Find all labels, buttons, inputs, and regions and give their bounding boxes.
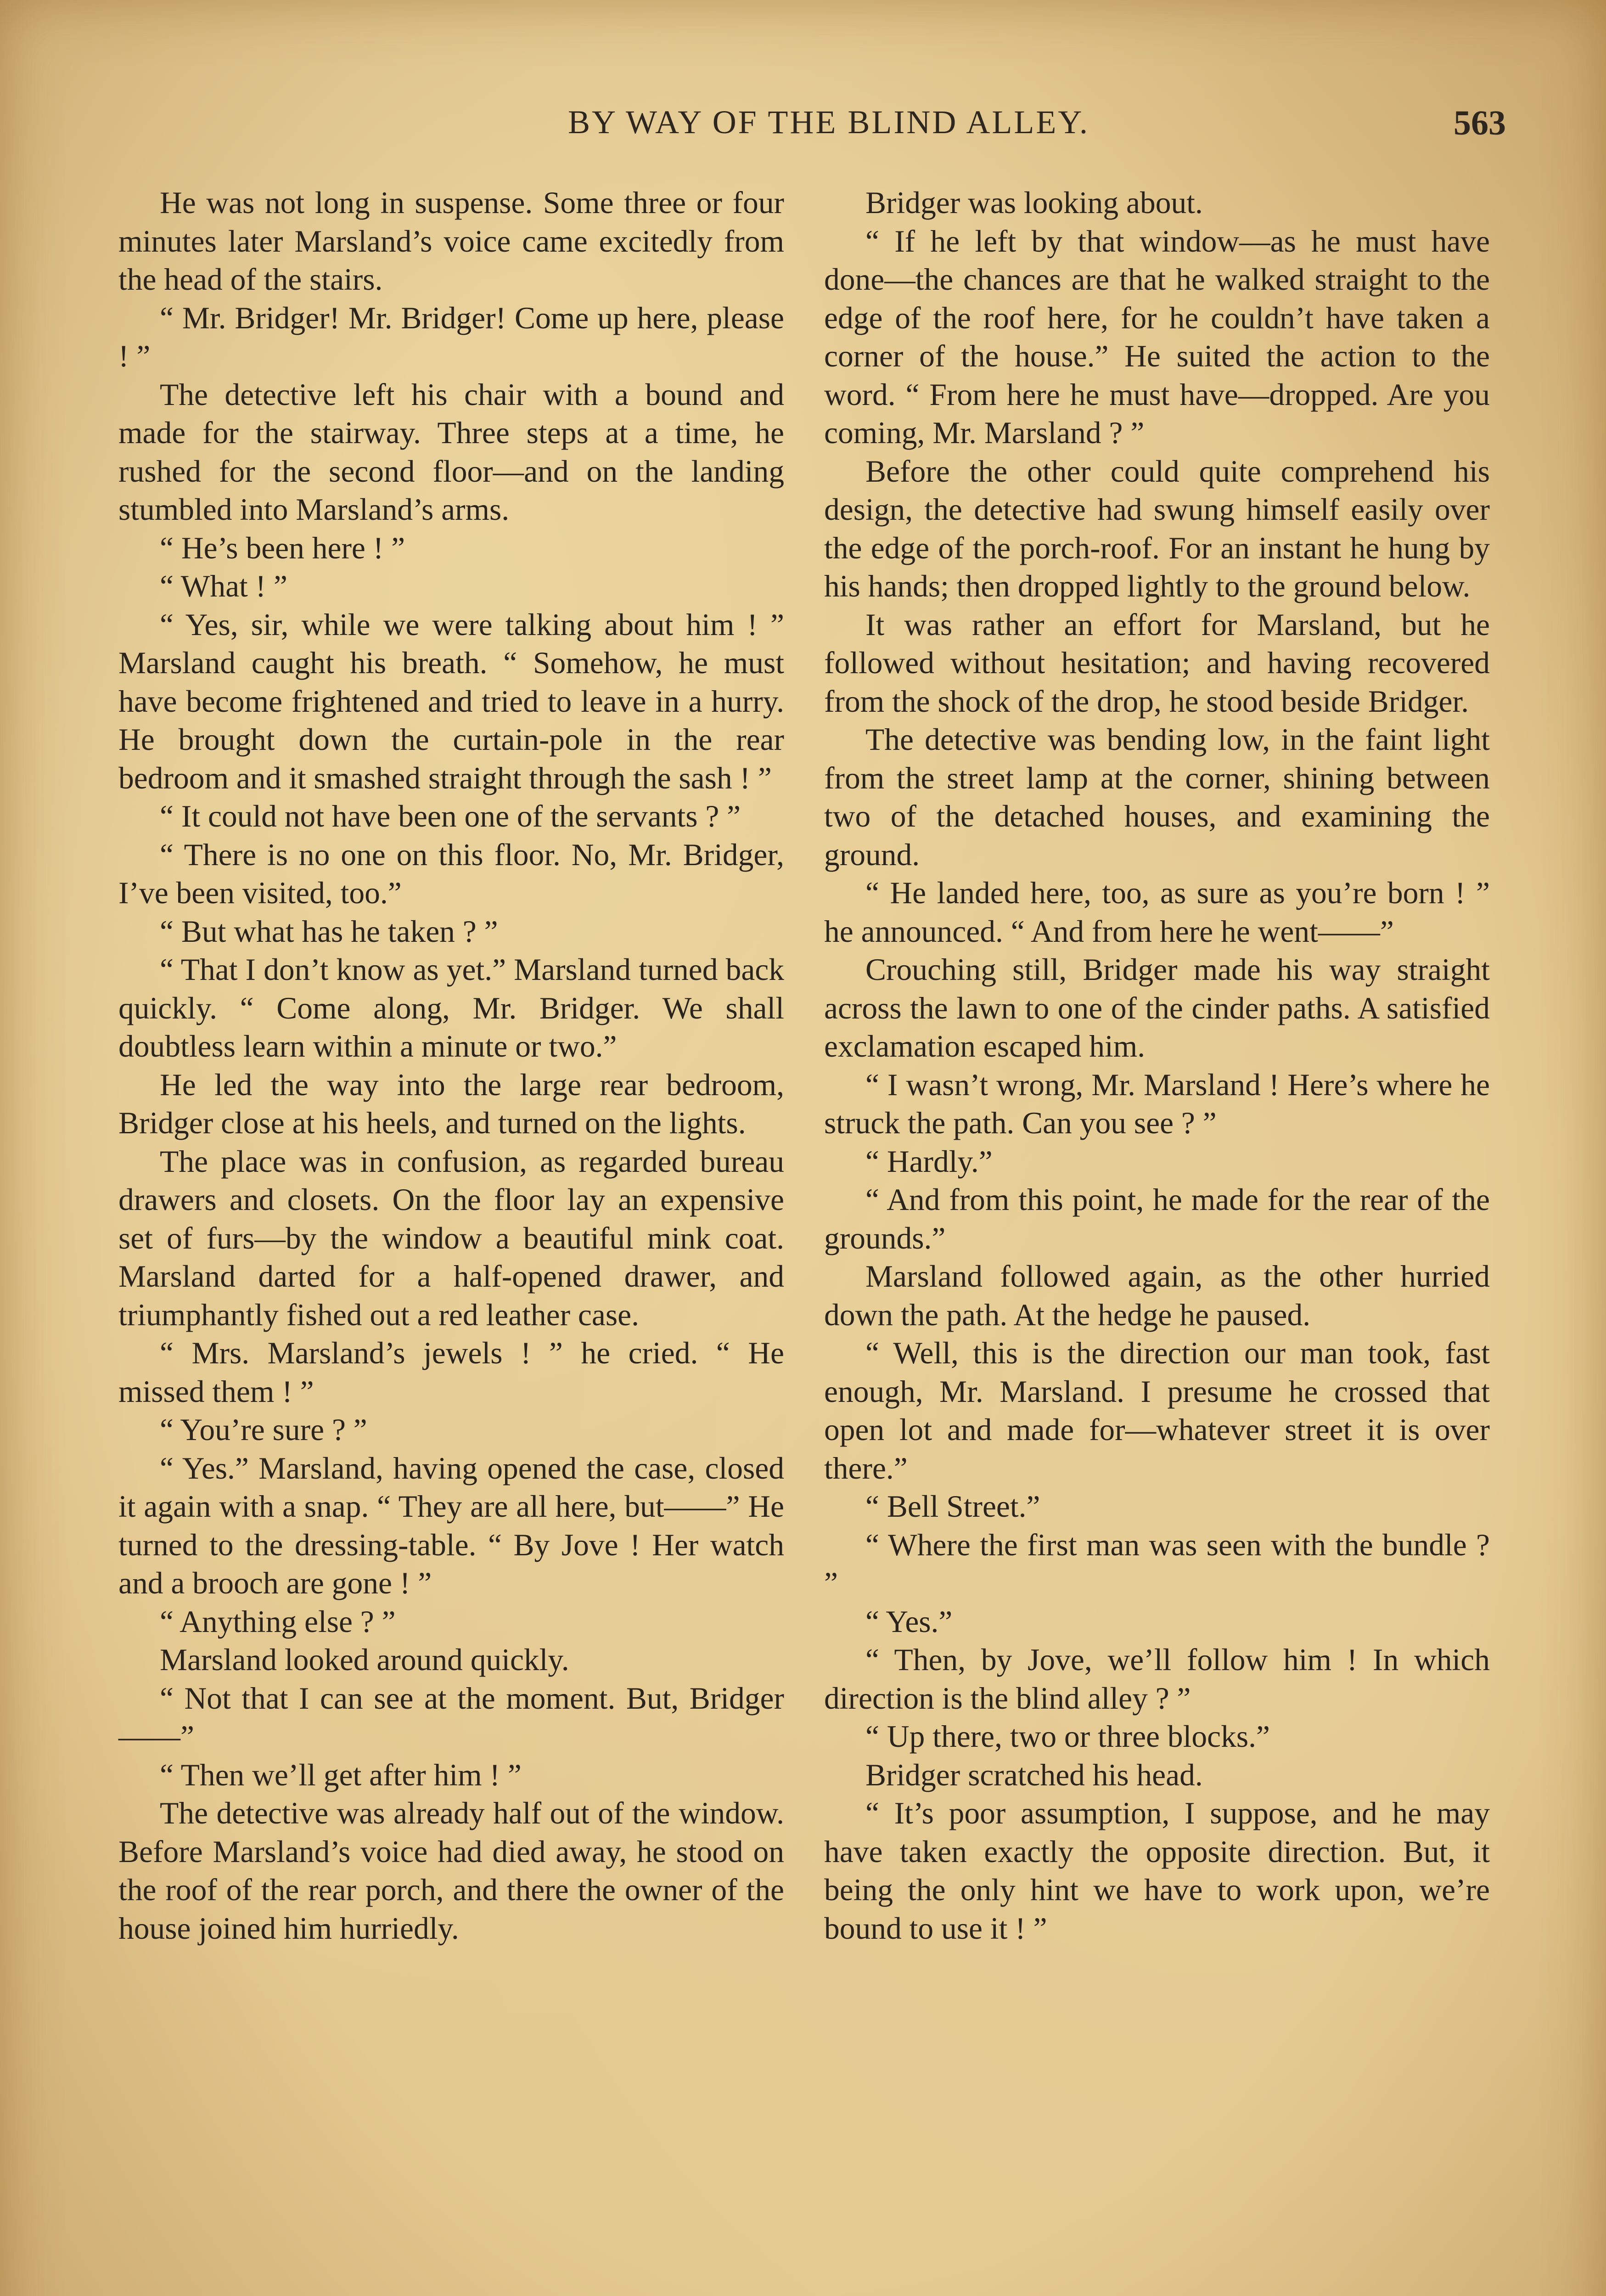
paragraph: Before the other could quite comprehend his design, the detective had swung himself easily over the edge of the porch-roof. For an instant he hung by his hands; then dropped lightly to the ground below.	[824, 454, 1490, 603]
paragraph: The detective was bending low, in the faint light from the street lamp at the corner, shining between two of the detached houses, and examining the ground.	[824, 722, 1490, 872]
paragraph: “ He landed here, too, as sure as you’re born ! ” he announced. “ And from here he went——”	[824, 876, 1490, 949]
paragraph: He was not long in suspense. Some three or four minutes later Marsland’s voice came excitedly from the head of the stairs.	[118, 186, 784, 297]
paragraph: Marsland looked around quickly.	[160, 1643, 569, 1677]
page-number: 563	[1454, 104, 1506, 142]
paragraph: Crouching still, Bridger made his way straight across the lawn to one of the cinder paths. A satisfied exclamation escaped him.	[824, 952, 1490, 1064]
paragraph: “ And from this point, he made for the rear of the grounds.”	[824, 1182, 1490, 1255]
paragraph: “ Then we’ll get after him ! ”	[160, 1757, 522, 1792]
paragraph: “ If he left by that window—as he must have done—the chances are that he walked straight to the edge of the roof here, for he couldn’t have taken a corner of the house.” He suited the action to the word. “ From here he must have—dropped. Are you coming, Mr. Marsland ? ”	[824, 224, 1490, 450]
paragraph: “ But what has he taken ? ”	[160, 914, 498, 949]
left-column	[118, 184, 784, 1947]
paragraph: It was rather an effort for Marsland, but he followed without hesitation; and having recovered from the shock of the drop, he stood beside Bridger.	[824, 607, 1490, 719]
paragraph: “ Up there, two or three blocks.”	[865, 1719, 1270, 1754]
paragraph: “ I wasn’t wrong, Mr. Marsland ! Here’s where he struck the path. Can you see ? ”	[824, 1067, 1490, 1140]
paragraph: The detective left his chair with a bound and made for the stairway. Three steps at a time, he rushed for the second floor—and on the landing stumbled into Marsland’s arms.	[118, 377, 784, 527]
paragraph: “ Yes, sir, while we were talking about him ! ” Marsland caught his breath. “ Somehow, he must have become frightened and tried to leave in a hurry. He brought down the curtain-pole in the rear bedroom and it smashed straight through the sash ! ”	[118, 607, 784, 795]
page-header	[0, 103, 1606, 154]
paragraph: Bridger was looking about.	[865, 186, 1203, 220]
paragraph: “ Hardly.”	[865, 1144, 993, 1179]
paragraph: “ Mr. Bridger! Mr. Bridger! Come up here, please ! ”	[118, 300, 784, 373]
paragraph: “ He’s been here ! ”	[160, 530, 405, 565]
right-column	[824, 184, 1490, 1947]
paragraph: Bridger scratched his head.	[865, 1757, 1203, 1792]
running-title: BY WAY OF THE BLIND ALLEY.	[567, 104, 1090, 141]
paragraph: “ There is no one on this floor. No, Mr. Bridger, I’ve been visited, too.”	[118, 837, 784, 910]
paragraph: “ Well, this is the direction our man took, fast enough, Mr. Marsland. I presume he crossed that open lot and made for—whatever street it is over there.”	[824, 1336, 1490, 1486]
paragraph: The place was in confusion, as regarded bureau drawers and closets. On the floor lay an expensive set of furs—by the window a beautiful mink coat. Marsland darted for a half-opened drawer, and triumphantly fished out a red leather case.	[118, 1144, 784, 1332]
paragraph: “ Then, by Jove, we’ll follow him ! In which direction is the blind alley ? ”	[824, 1643, 1490, 1716]
paragraph: “ Not that I can see at the moment. But, Bridger——”	[118, 1681, 784, 1754]
paragraph: “ What ! ”	[160, 569, 287, 603]
paragraph: “ Where the first man was seen with the bundle ? ”	[824, 1527, 1490, 1600]
paragraph: Marsland followed again, as the other hurried down the path. At the hedge he paused.	[824, 1259, 1490, 1332]
paragraph: “ Yes.”	[865, 1604, 953, 1639]
paragraph: “ That I don’t know as yet.” Marsland turned back quickly. “ Come along, Mr. Bridger. We shall doubtless learn within a minute or two.”	[118, 952, 784, 1064]
paragraph: He led the way into the large rear bedroom, Bridger close at his heels, and turned on the lights.	[118, 1067, 784, 1140]
paragraph: “ You’re sure ? ”	[160, 1412, 367, 1447]
paragraph: “ Mrs. Marsland’s jewels ! ” he cried. “ He missed them ! ”	[118, 1336, 784, 1409]
paragraph: “ Anything else ? ”	[160, 1604, 396, 1639]
paragraph: “ It’s poor assumption, I suppose, and he may have taken exactly the opposite direction. But, it being the only hint we have to work upon, we’re bound to use it ! ”	[824, 1796, 1490, 1946]
paragraph: “ Bell Street.”	[865, 1489, 1040, 1524]
paragraph: “ Yes.” Marsland, having opened the case, closed it again with a snap. “ They are all here, but——” He turned to the dressing-table. “ By Jove ! Her watch and a brooch are gone ! ”	[118, 1451, 784, 1600]
paragraph: “ It could not have been one of the servants ? ”	[160, 799, 741, 833]
paragraph: The detective was already half out of the window. Before Marsland’s voice had died away, he stood on the roof of the rear porch, and there the owner of the house joined him hurriedly.	[118, 1796, 784, 1946]
